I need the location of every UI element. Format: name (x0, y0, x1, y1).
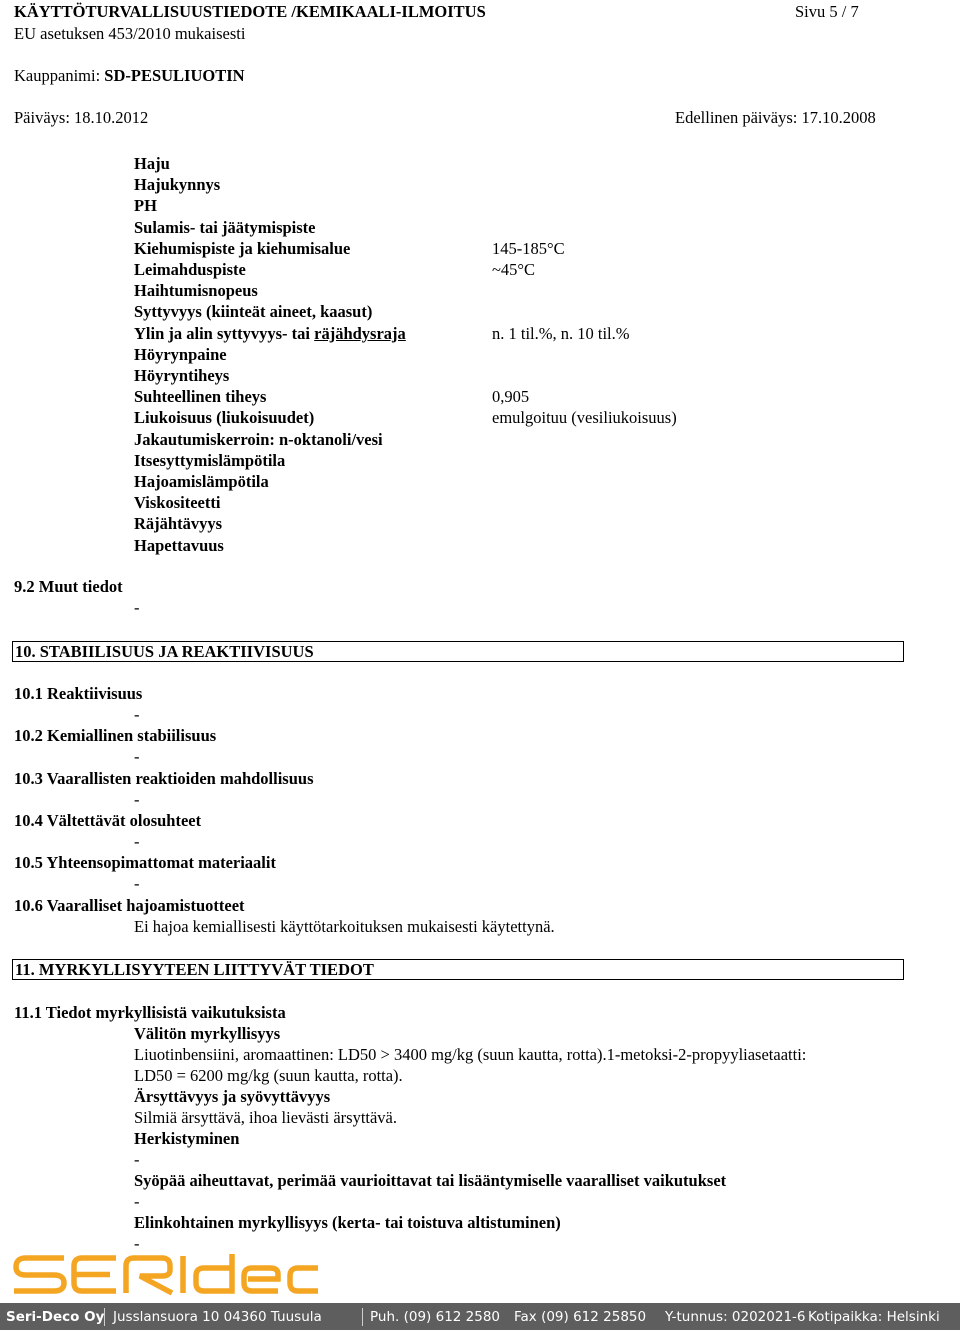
section-10-item-text: - (134, 790, 140, 809)
footer-separator (362, 1308, 363, 1326)
section-10-item-text: - (134, 747, 140, 766)
property-label: Hajukynnys (134, 175, 221, 194)
property-value: 0,905 (492, 387, 530, 406)
trade-name: Kauppanimi: SD-PESULIUOTIN (14, 66, 245, 85)
section-10-item-text: - (134, 874, 140, 893)
irritation-heading: Ärsyttävyys ja syövyttävyys (134, 1087, 331, 1106)
sensitization-heading: Herkistyminen (134, 1129, 240, 1148)
acute-toxicity-line-1: Liuotinbensiini, aromaattinen: LD50 > 3400 mg/kg (suun kautta, rotta).1-metoksi-2-propyyliasetaatti: (134, 1045, 807, 1064)
property-value: emulgoituu (vesiliukoisuus) (492, 408, 677, 427)
cmr-heading: Syöpää aiheuttavat, perimää vaurioittavat tai lisääntymiselle vaaralliset vaikutukset (134, 1171, 727, 1190)
property-label: Liukoisuus (liukoisuudet) (134, 408, 315, 427)
section-10-item-heading: 10.5 Yhteensopimattomat materiaalit (14, 853, 276, 872)
stot-text: - (134, 1234, 140, 1253)
section-10-item-text: Ei hajoa kemiallisesti käyttötarkoituksen mukaisesti käytettynä. (134, 917, 555, 936)
property-label: Höyrynpaine (134, 345, 227, 364)
property-label: Ylin ja alin syttyvyys- tai räjähdysraja (134, 324, 406, 343)
property-value: 145-185°C (492, 239, 565, 258)
property-label: Haju (134, 154, 170, 173)
section-10-item-text: - (134, 705, 140, 724)
footer-separator (104, 1308, 105, 1326)
footer-phone: Puh. (09) 612 2580 (370, 1309, 501, 1325)
cmr-text: - (134, 1192, 140, 1211)
property-label: Höyryntiheys (134, 366, 230, 385)
footer-fax: Fax (09) 612 25850 (514, 1309, 647, 1325)
sensitization-text: - (134, 1150, 140, 1169)
property-value: n. 1 til.%, n. 10 til.% (492, 324, 630, 343)
property-label: Räjähtävyys (134, 514, 223, 533)
property-label: Syttyvyys (kiinteät aineet, kaasut) (134, 302, 373, 321)
property-label: Jakautumiskerroin: n-oktanoli/vesi (134, 430, 383, 449)
previous-date: Edellinen päiväys: 17.10.2008 (675, 108, 876, 127)
section-10-item-heading: 10.4 Vältettävät olosuhteet (14, 811, 202, 830)
section-9-2-value: - (134, 598, 140, 617)
section-10-item-heading: 10.2 Kemiallinen stabiilisuus (14, 726, 217, 745)
property-value: ~45°C (492, 260, 536, 279)
property-label: Itsesyttymislämpötila (134, 451, 286, 470)
footer-address: Jusslansuora 10 04360 Tuusula (113, 1309, 322, 1325)
property-label: Hajoamislämpötila (134, 472, 269, 491)
section-10-item-text: - (134, 832, 140, 851)
property-label: Viskositeetti (134, 493, 221, 512)
property-label: PH (134, 196, 157, 215)
seri-deco-logo (12, 1252, 324, 1296)
property-label: Hapettavuus (134, 536, 224, 555)
property-label: Haihtumisnopeus (134, 281, 258, 300)
section-9-2-label: 9.2 Muut tiedot (14, 577, 123, 596)
footer-domicile: Kotipaikka: Helsinki (808, 1309, 940, 1325)
stot-heading: Elinkohtainen myrkyllisyys (kerta- tai toistuva altistuminen) (134, 1213, 561, 1232)
issue-date: Päiväys: 18.10.2012 (14, 108, 149, 127)
regulation-note: EU asetuksen 453/2010 mukaisesti (14, 24, 246, 43)
footer-business-id: Y-tunnus: 0202021-6 (665, 1309, 806, 1325)
section-11-header: 11. MYRKYLLISYYTEEN LIITTYVÄT TIEDOT (12, 959, 904, 980)
section-10-header: 10. STABIILISUUS JA REAKTIIVISUUS (12, 641, 904, 662)
document-title: KÄYTTÖTURVALLISUUSTIEDOTE /KEMIKAALI-ILMOITUS (14, 2, 486, 21)
section-10-item-heading: 10.6 Vaaralliset hajoamistuotteet (14, 896, 245, 915)
property-label: Kiehumispiste ja kiehumisalue (134, 239, 351, 258)
footer-bar (0, 1303, 960, 1330)
section-10-item-heading: 10.1 Reaktiivisuus (14, 684, 143, 703)
acute-toxicity-line-2: LD50 = 6200 mg/kg (suun kautta, rotta). (134, 1066, 403, 1085)
irritation-text: Silmiä ärsyttävä, ihoa lievästi ärsyttävä. (134, 1108, 398, 1127)
section-11-1-heading: 11.1 Tiedot myrkyllisistä vaikutuksista (14, 1003, 286, 1022)
footer-company: Seri-Deco Oy (6, 1309, 105, 1325)
property-label: Sulamis- tai jäätymispiste (134, 218, 316, 237)
acute-toxicity-heading: Välitön myrkyllisyys (134, 1024, 281, 1043)
property-label: Leimahduspiste (134, 260, 246, 279)
section-10-item-heading: 10.3 Vaarallisten reaktioiden mahdollisuus (14, 769, 314, 788)
property-label: Suhteellinen tiheys (134, 387, 267, 406)
page-number: Sivu 5 / 7 (795, 2, 859, 21)
